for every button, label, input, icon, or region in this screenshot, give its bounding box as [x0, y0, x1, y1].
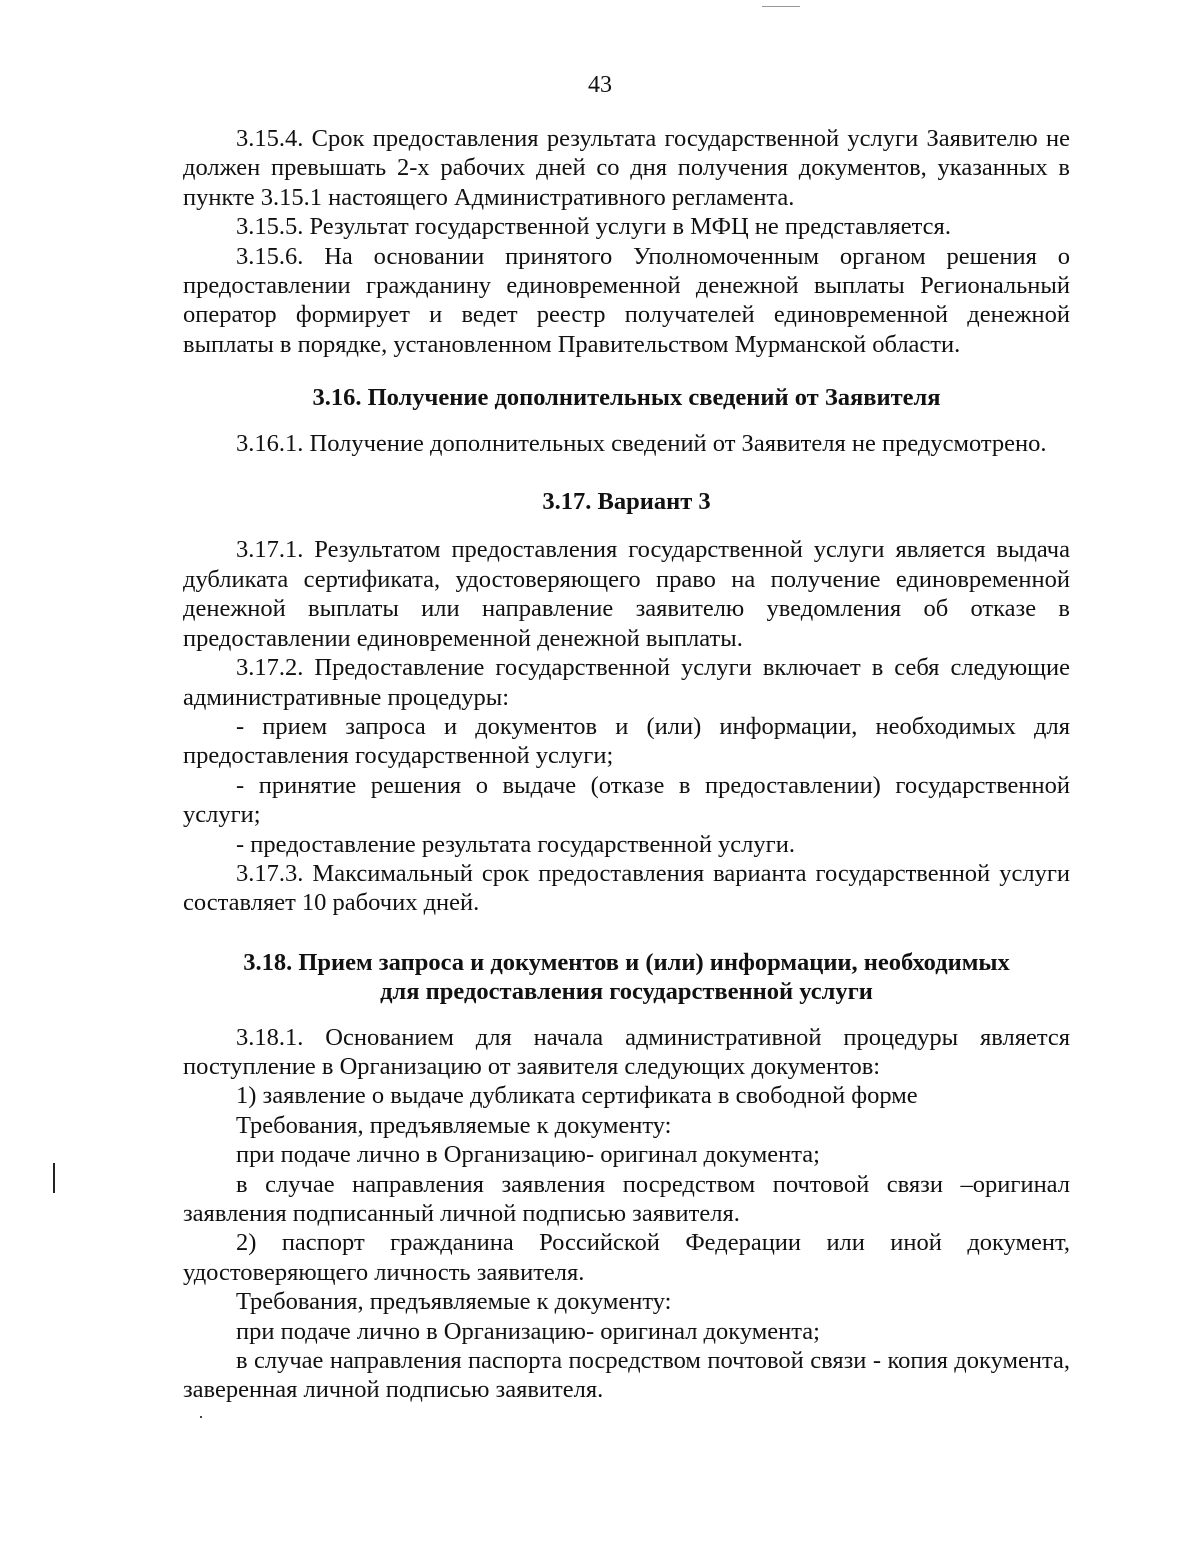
- scan-speck: [200, 1416, 202, 1418]
- requirement-in-person-1: при подаче лично в Организацию- оригинал документа;: [236, 1141, 820, 1169]
- list-item-procedure-1: - прием запроса и документов и (или) информации, необходимых для предоставления государственной услуги;: [183, 712, 1070, 770]
- list-item-document-1: 1) заявление о выдаче дубликата сертификата в свободной форме: [236, 1082, 918, 1110]
- heading-3-18-line-2: для предоставления государственной услуги: [380, 978, 873, 1006]
- list-item-document-2: 2) паспорт гражданина Российской Федерации или иной документ, удостоверяющего личность заявителя.: [183, 1229, 1070, 1286]
- scan-top-mark: [762, 6, 800, 7]
- requirements-label-1: Требования, предъявляемые к документу:: [236, 1111, 672, 1139]
- heading-3-16: 3.16. Получение дополнительных сведений от Заявителя: [312, 384, 941, 412]
- paragraph-3-18-1: 3.18.1. Основанием для начала административной процедуры является поступление в Организацию от заявителя следующих документов:: [183, 1023, 1070, 1080]
- heading-3-18-line-1: 3.18. Прием запроса и документов и (или) информации, необходимых: [243, 948, 1010, 976]
- requirement-by-mail-1: в случае направления заявления посредством почтовой связи –оригинал заявления подписанный личной подписью заявителя.: [183, 1170, 1070, 1227]
- paragraph-3-15-5: 3.15.5. Результат государственной услуги в МФЦ не представляется.: [236, 213, 951, 241]
- heading-3-17: 3.17. Вариант 3: [542, 488, 711, 516]
- paragraph-3-17-1: 3.17.1. Результатом предоставления государственной услуги является выдача дубликата сертификата, удостоверяющего право на получение единовременной денежной выплаты или направление заявителю уведомления об отказе в предоставлении единовременной денежной выплаты.: [183, 536, 1070, 652]
- paragraph-3-15-4: 3.15.4. Срок предоставления результата государственной услуги Заявителю не должен превышать 2-х рабочих дней со дня получения документов, указанных в пункте 3.15.1 настоящего Административного регламента.: [183, 125, 1070, 211]
- document-body: [183, 124, 1070, 1405]
- page-number: 43: [588, 72, 612, 98]
- requirement-in-person-2: при подаче лично в Организацию- оригинал документа;: [236, 1317, 820, 1345]
- margin-mark: [53, 1163, 55, 1193]
- list-item-procedure-2: - принятие решения о выдаче (отказе в предоставлении) государственной услуги;: [183, 771, 1070, 829]
- paragraph-3-16-1: 3.16.1. Получение дополнительных сведений от Заявителя не предусмотрено.: [236, 429, 1047, 457]
- requirement-by-mail-2: в случае направления паспорта посредством почтовой связи - копия документа, заверенная личной подписью заявителя.: [183, 1347, 1070, 1404]
- paragraph-3-15-6: 3.15.6. На основании принятого Уполномоченным органом решения о предоставлении гражданину единовременной денежной выплаты Региональный оператор формирует и ведет реестр получателей единовременной денежной выплаты в порядке, установленном Правительством Мурманской области.: [183, 242, 1070, 358]
- requirements-label-2: Требования, предъявляемые к документу:: [236, 1288, 672, 1316]
- paragraph-3-17-3: 3.17.3. Максимальный срок предоставления варианта государственной услуги составляет 10 рабочих дней.: [183, 859, 1070, 917]
- heading-3-18: [183, 948, 1070, 1007]
- paragraph-3-17-2: 3.17.2. Предоставление государственной услуги включает в себя следующие административные процедуры:: [183, 654, 1070, 711]
- list-item-procedure-3: - предоставление результата государственной услуги.: [236, 830, 795, 858]
